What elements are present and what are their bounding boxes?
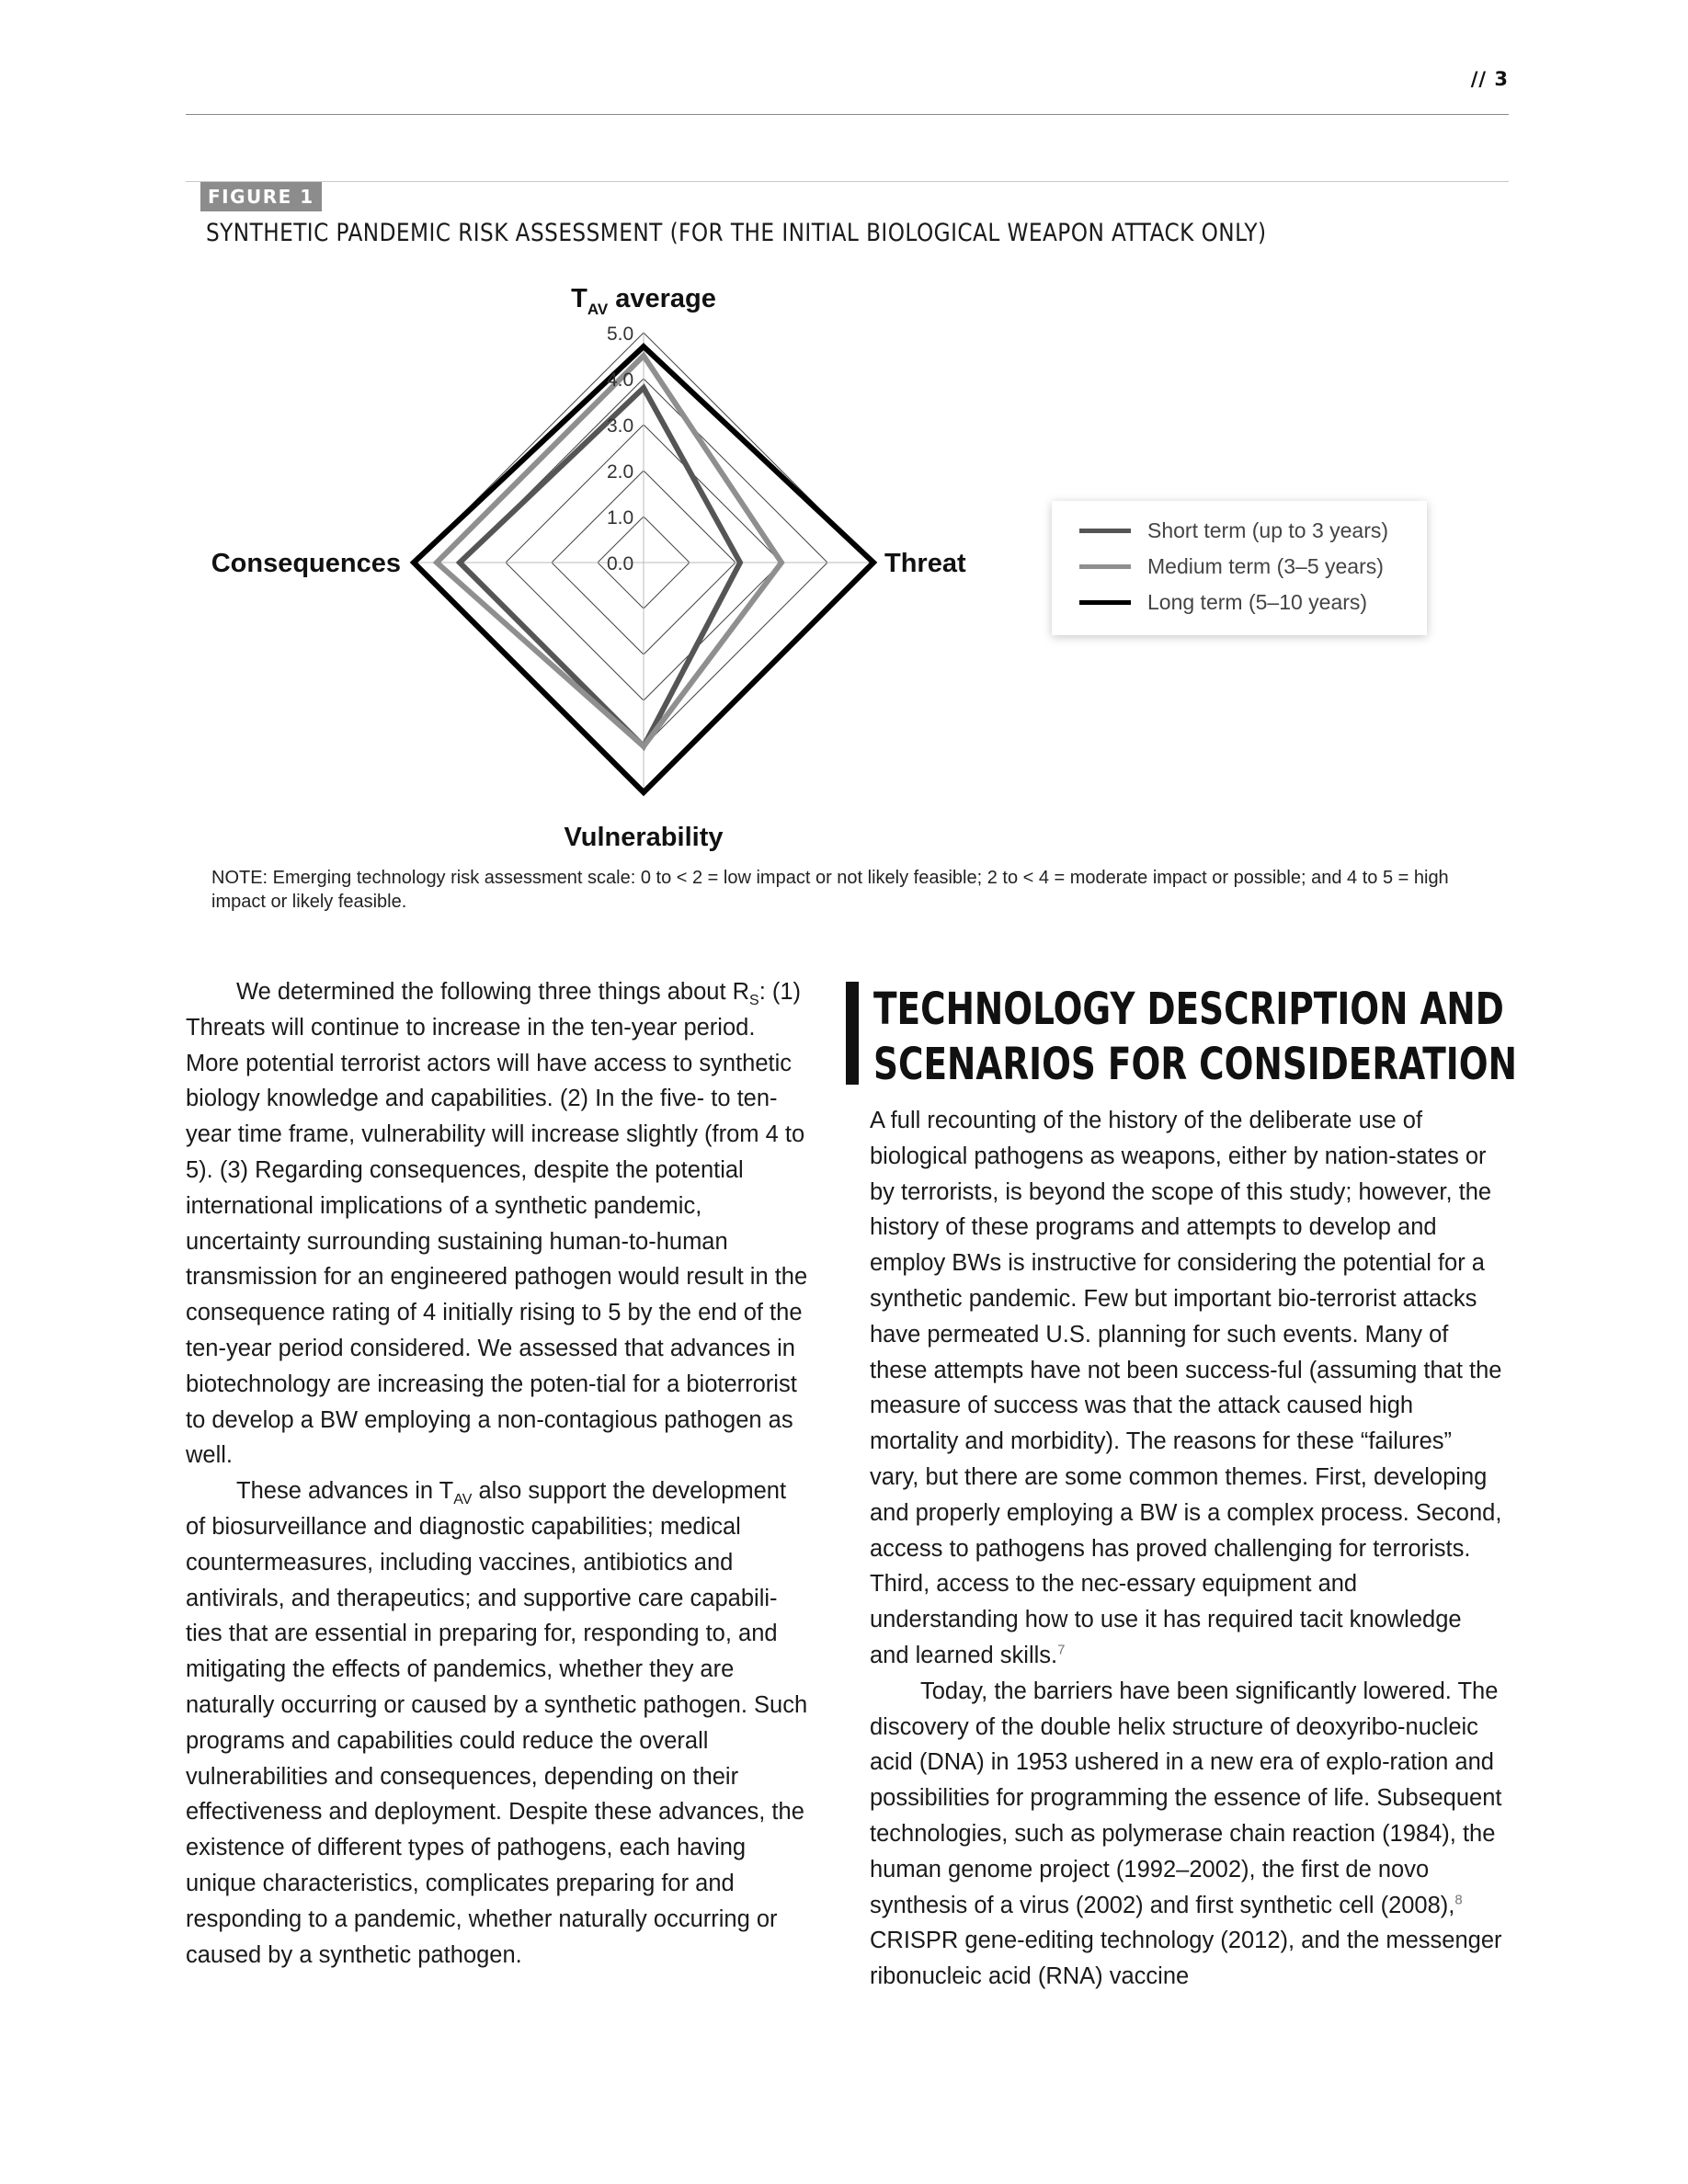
right-p2-text-b: CRISPR gene-editing technology (2012), and the messenger ribonucleic acid (RNA) vaccine: [870, 1928, 1502, 1990]
legend-item-long-term: [1079, 588, 1367, 616]
right-p2-text-a: Today, the barriers have been significantly lowered. The discovery of the double helix structure of deoxyribo-nucleic acid (DNA) in 1953 ushered in a new era of explo-ration and possibilities for programming the essence of life. Subsequent technologies, such as polymerase chain reaction (1984), the human genome project (1992–2002), the first de novo synthesis of a virus (2002) and first synthetic cell (2008),: [870, 1678, 1502, 1918]
legend-item-short-term: [1079, 517, 1388, 544]
tick-label-4: 4.0: [607, 370, 634, 391]
tick-label-5: 5.0: [607, 324, 634, 345]
left-p2-subscript: AV: [453, 1492, 473, 1508]
footnote-ref-7[interactable]: 7: [1057, 1642, 1066, 1658]
left-p2-text-b: also support the development of biosurveillance and diagnostic capabilities; medical countermeasures, including vaccines, antibiotics and antivirals, and therapeutics; and supportive care capabili-ties that are essential in preparing for, responding to, and mitigating the effects of pandemics, whether they are naturally occurring or caused by a synthetic pathogen. Such programs and capabilities could reduce the overall vulnerabilities and consequences, depending on their effectiveness and deployment. Despite these advances, the existence of different types of pathogens, each having unique characteristics, complicates preparing for and responding to a pandemic, whether naturally occurring or caused by a synthetic pathogen.: [186, 1478, 808, 1968]
section-heading: [846, 982, 1688, 1090]
axis-label-vulnerability: Vulnerability: [564, 823, 724, 852]
legend-label-medium-term: Medium term (3–5 years): [1147, 553, 1384, 578]
left-paragraph-1: [186, 974, 811, 1473]
axis-label-threat: Threat: [884, 549, 966, 578]
left-p1-subscript: S: [749, 993, 759, 1009]
right-paragraph-2: [870, 1674, 1504, 1995]
tick-label-2: 2.0: [607, 461, 634, 483]
right-p1-text: A full recounting of the history of the deliberate use of biological pathogens as weapons, either by nation-states or by terrorists, is beyond the scope of this study; however, the history of these programs and attempts to develop and employ BWs is instructive for considering the potential for a synthetic pandemic. Few but important bio-terrorist attacks have permeated U.S. planning for such events. Many of these attempts have not been success-ful (assuming that the measure of success was that the attack caused high mortality and morbidity). The reasons for these “failures” vary, but there are some common themes. First, developing and properly employing a BW is a complex process. Second, access to pathogens has proved challenging for terrorists. Third, access to the nec-essary equipment and understanding how to use it has required tacit knowledge and learned skills.: [870, 1108, 1502, 1668]
figure-title: SYNTHETIC PANDEMIC RISK ASSESSMENT (FOR THE INITIAL BIOLOGICAL WEAPON ATTACK ONLY): [206, 219, 1267, 247]
figure-rule: [186, 181, 1509, 182]
figure-note: NOTE: Emerging technology risk assessment scale: 0 to < 2 = low impact or not likely feasible; 2 to < 4 = moderate impact or possible; and 4 to 5 = high impact or likely feasible.: [211, 868, 1449, 912]
legend-swatch-medium-term: [1079, 564, 1131, 569]
legend-label-short-term: Short term (up to 3 years): [1147, 518, 1389, 542]
chart-legend: [1052, 501, 1427, 635]
left-column: [186, 974, 811, 1973]
legend-swatch-short-term: [1079, 529, 1131, 533]
left-paragraph-2: [186, 1473, 811, 1973]
right-column: [870, 1103, 1504, 1995]
page-number: // 3: [1470, 68, 1509, 90]
left-p1-text-a: We determined the following three things about R: [236, 979, 750, 1005]
section-heading-line-2: SCENARIOS FOR CONSIDERATION: [873, 1039, 1517, 1090]
legend-swatch-long-term: [1079, 600, 1131, 605]
radar-chart: [0, 267, 1011, 855]
tick-label-3: 3.0: [607, 415, 634, 437]
legend-label-long-term: Long term (5–10 years): [1147, 589, 1368, 614]
axis-label-consequences: Consequences: [211, 549, 401, 578]
left-p1-text-b: : (1) Threats will continue to increase in the ten-year period. More potential terrorist actors will have access to synthetic biology knowledge and capabilities. (2) In the five- to ten-year time frame, vulnerability will increase slightly (from 4 to 5). (3) Regarding consequences, despite the potential international implications of a synthetic pandemic, uncertainty surrounding sustaining human-to-human transmission for an engineered pathogen would result in the consequence rating of 4 initially rising to 5 by the end of the ten-year period considered. We assessed that advances in biotechnology are increasing the poten-tial for a bioterrorist to develop a BW employing a non-contagious pathogen as well.: [186, 979, 808, 1469]
figure-label: FIGURE 1: [200, 182, 322, 211]
left-p2-text-a: These advances in T: [236, 1478, 454, 1505]
legend-item-medium-term: [1079, 552, 1384, 580]
right-paragraph-1: [870, 1103, 1504, 1674]
tick-label-1: 1.0: [607, 507, 634, 529]
header-rule: [186, 114, 1509, 115]
section-heading-line-1: TECHNOLOGY DESCRIPTION AND: [873, 984, 1504, 1035]
footnote-ref-8[interactable]: 8: [1454, 1892, 1463, 1908]
tick-label-0: 0.0: [607, 553, 634, 574]
axis-label-tav: $T_{AV}$ average: [571, 284, 716, 318]
